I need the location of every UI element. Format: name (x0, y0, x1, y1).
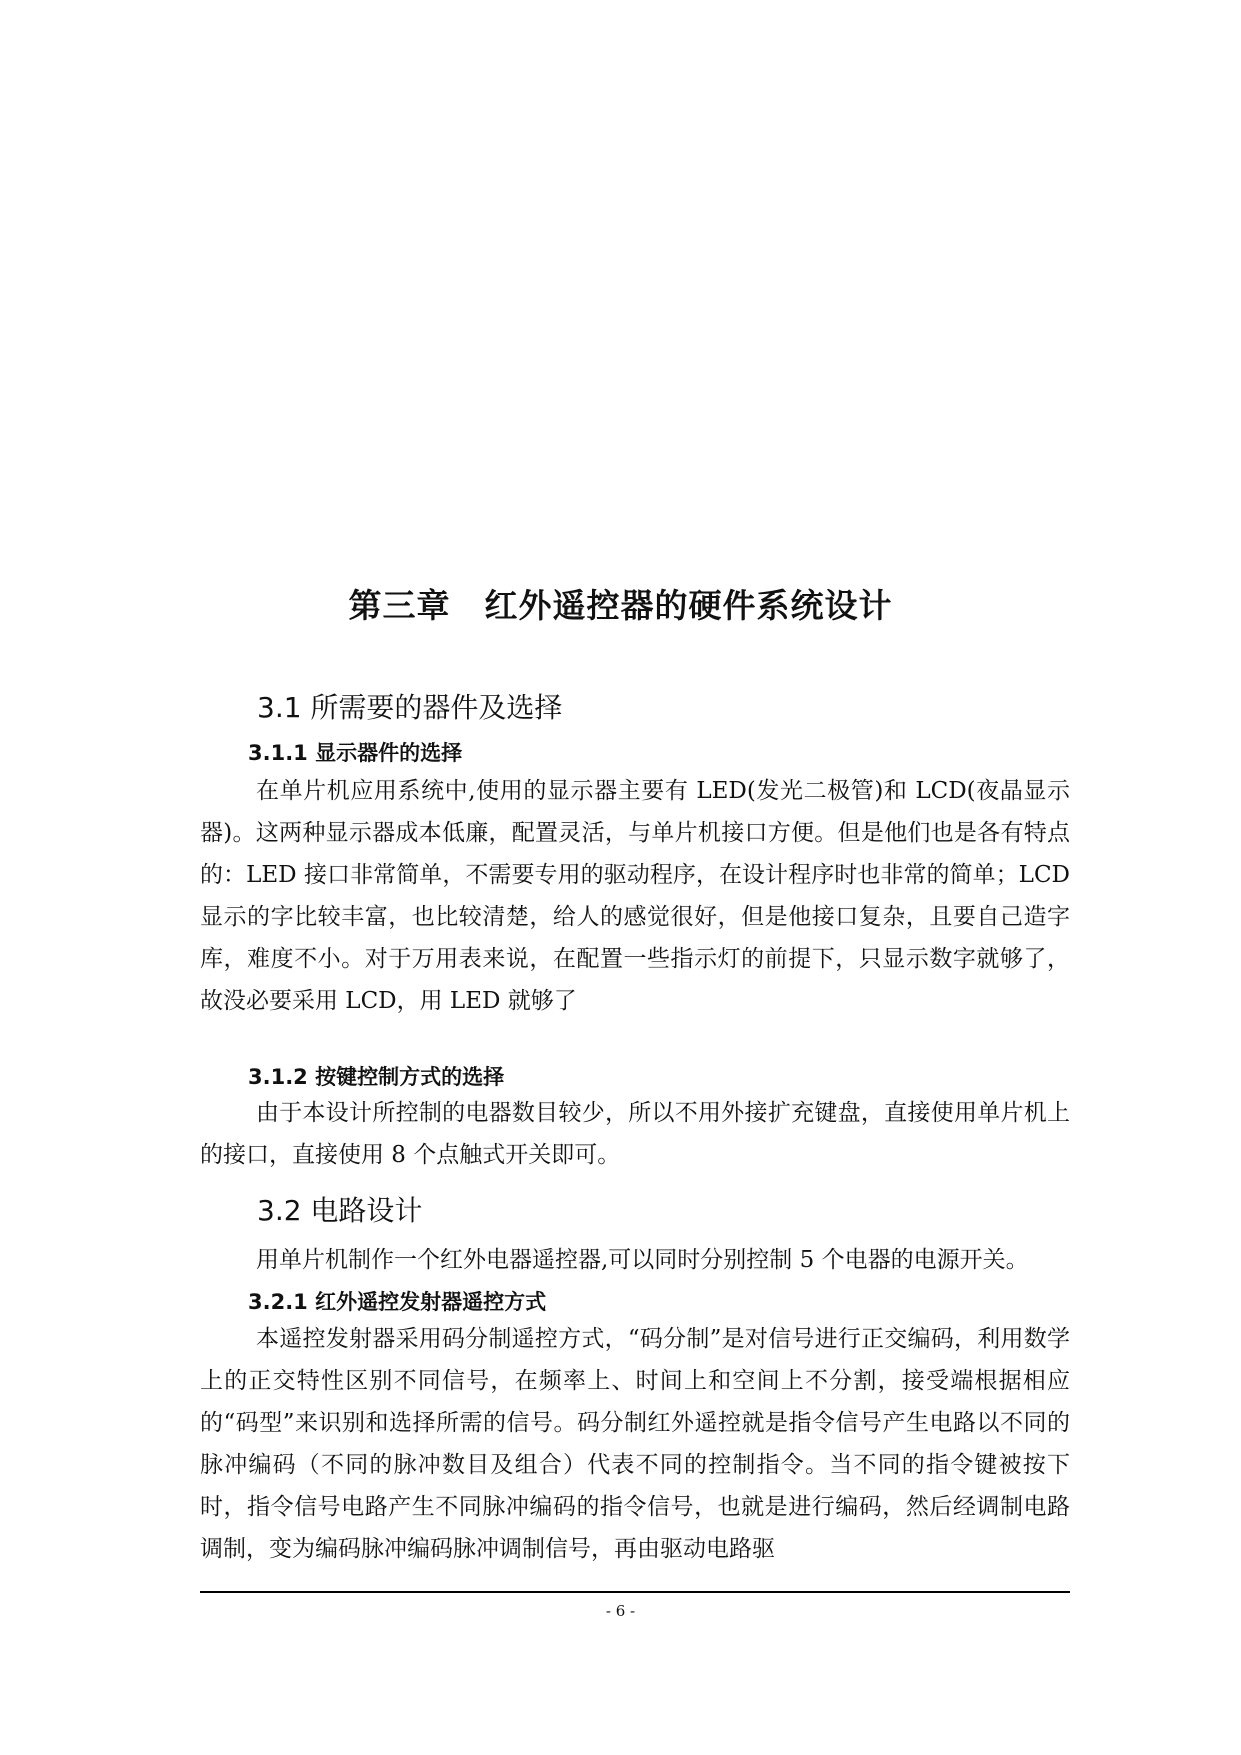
paragraph-3-2-intro: 用单片机制作一个红外电器遥控器,可以同时分别控制 5 个电器的电源开关。 (256, 1247, 1029, 1273)
subsection-heading-3-2-1: 3.2.1 红外遥控发射器遥控方式 (248, 1290, 547, 1314)
paragraph-3-1-1: 在单片机应用系统中,使用的显示器主要有 LED(发光二极管)和 LCD(夜晶显示器)。这两种显示器成本低廉，配置灵活，与单片机接口方便。但是他们也是各有特点的：LED 接口非常简单，不需要专用的驱动程序，在设计程序时也非常的简单；LCD 显示的字比较丰富，也比较清楚，给人的感觉很好，但是他接口复杂，且要自己造字库，难度不小。对于万用表来说，在配置一些指示灯的前提下，只显示数字就够了，故没必要采用 LCD，用 LED 就够了 (200, 778, 1070, 1014)
section-heading-3-1: 3.1 所需要的器件及选择 (257, 691, 563, 724)
paragraph-3-2-1: 本遥控发射器采用码分制遥控方式，“码分制”是对信号进行正交编码，利用数学上的正交特性区别不同信号，在频率上、时间上和空间上不分割，接受端根据相应的“码型”来识别和选择所需的信号。码分制红外遥控就是指令信号产生电路以不同的脉冲编码（不同的脉冲数目及组合）代表不同的控制指令。当不同的指令键被按下时，指令信号电路产生不同脉冲编码的指令信号，也就是进行编码，然后经调制电路调制，变为编码脉冲编码脉冲调制信号，再由驱动电路驱 (200, 1326, 1070, 1562)
chapter-title: 第三章 红外遥控器的硬件系统设计 (348, 586, 893, 625)
section-heading-3-2: 3.2 电路设计 (257, 1194, 423, 1227)
subsection-heading-3-1-2: 3.1.2 按键控制方式的选择 (248, 1065, 505, 1089)
paragraph-3-1-2: 由于本设计所控制的电器数目较少，所以不用外接扩充键盘，直接使用单片机上的接口，直接使用 8 个点触式开关即可。 (200, 1100, 1070, 1168)
footer-rule (200, 1591, 1070, 1593)
page-number: - 6 - (605, 1602, 636, 1620)
subsection-heading-3-1-1: 3.1.1 显示器件的选择 (248, 741, 463, 765)
